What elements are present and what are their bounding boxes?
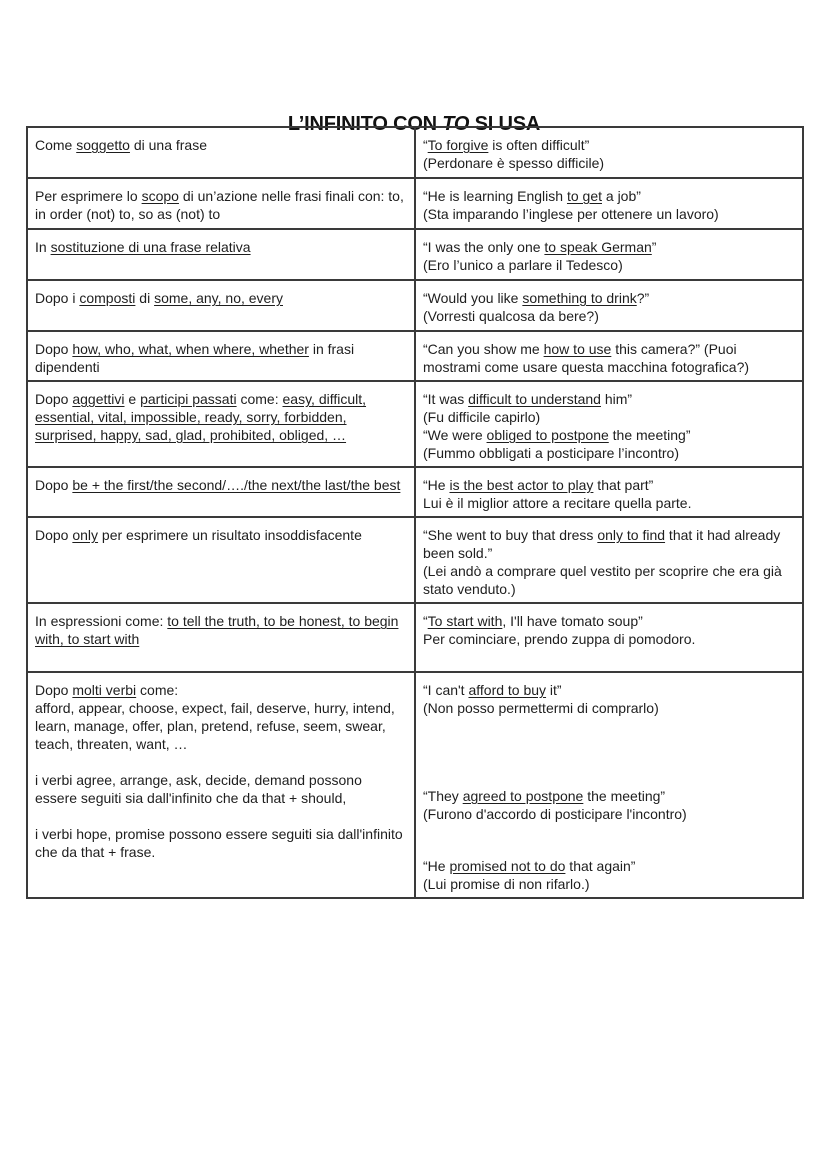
example-translation: (Ero l’unico a parlare il Tedesco): [423, 257, 623, 273]
example-sentence: [423, 787, 795, 805]
example-text: this camera?” (Puoi mostrami come usare questa macchina fotografica?): [423, 341, 750, 375]
usage-text: Dopo: [35, 341, 73, 357]
usage-text: per esprimere un risultato insoddisfacente: [98, 527, 362, 543]
example-translation: (Non posso permettermi di comprarlo): [423, 700, 659, 716]
example-text: ”: [651, 239, 657, 255]
verb-list: afford, appear, choose, expect, fail, deserve, hurry, intend, learn, manage, offer, plan, pretend, refuse, seem, swear, teach, threaten, want, …: [35, 700, 395, 752]
example-text: that part”: [593, 477, 654, 493]
example-translation: (Sta imparando l’inglese per ottenere un lavoro): [423, 206, 719, 222]
usage-note-that-clause: i verbi hope, promise possono essere seguiti sia dall'infinito che da that + frase.: [35, 826, 403, 860]
usage-keyword: sostituzione di una frase relativa: [50, 239, 251, 255]
usage-cell: [27, 280, 415, 331]
usage-keyword: composti: [79, 290, 136, 306]
example-text: ?”: [636, 290, 650, 306]
usage-text: Dopo: [35, 682, 73, 698]
example-infinitive: is the best actor to play: [449, 477, 594, 493]
example-text: the meeting”: [608, 427, 691, 443]
example-sentence: [423, 612, 795, 630]
example-text: “: [423, 613, 428, 629]
example-infinitive: obliged to postpone: [486, 427, 609, 443]
usage-text: Dopo: [35, 391, 73, 407]
example-text: “He: [423, 858, 450, 874]
usage-text: Dopo i: [35, 290, 80, 306]
spacer: [423, 823, 795, 857]
example-sentence: [423, 681, 795, 699]
example-translation: (Fu difficile capirlo): [423, 409, 541, 425]
example-text: it”: [546, 682, 562, 698]
example-cell: [415, 381, 803, 467]
usage-text: come:: [136, 682, 179, 698]
table-row: [27, 381, 803, 467]
usage-keyword-list: easy, difficult, essential, vital, impossible, ready, sorry, forbidden, surprised, happy, sad, glad, prohibited, obliged, …: [35, 391, 367, 443]
usage-cell: [27, 672, 415, 898]
usage-text: di un’azione nelle frasi finali con: to, in order (not) to, so as (not) to: [35, 188, 404, 222]
example-infinitive: something to drink: [522, 290, 637, 306]
usage-text: e: [124, 391, 141, 407]
usage-keyword: how, who, what, when where, whether: [72, 341, 309, 357]
table-row: [27, 127, 803, 178]
table-row: [27, 178, 803, 229]
example-text: “Can you show me: [423, 341, 544, 357]
usage-text: Dopo: [35, 477, 73, 493]
usage-keyword: participi passati: [140, 391, 237, 407]
example-translation: (Fummo obbligati a posticipare l’incontro): [423, 445, 679, 461]
usage-cell: [27, 467, 415, 517]
spacer: [35, 807, 407, 825]
usage-cell: [27, 178, 415, 229]
title-italic-to: TO: [442, 113, 470, 136]
example-infinitive: promised not to do: [449, 858, 566, 874]
example-text: “They: [423, 788, 463, 804]
example-sentence: [423, 390, 795, 408]
example-text: “He is learning English: [423, 188, 567, 204]
usage-text: In: [35, 239, 51, 255]
example-cell: [415, 331, 803, 381]
example-translation: (Furono d'accordo di posticipare l'incontro): [423, 806, 687, 822]
usage-text: in frasi dipendenti: [35, 341, 355, 375]
usage-text: Per esprimere lo: [35, 188, 142, 204]
table-row: [27, 229, 803, 280]
example-infinitive: agreed to postpone: [462, 788, 584, 804]
example-text: the meeting”: [583, 788, 666, 804]
usage-keyword: aggettivi: [72, 391, 125, 407]
example-infinitive: to speak German: [544, 239, 652, 255]
usage-text: Dopo: [35, 527, 73, 543]
usage-keyword-list: to tell the truth, to be honest, to begin with, to start with: [35, 613, 399, 647]
usage-cell: [27, 381, 415, 467]
title-suffix: SI USA: [469, 113, 541, 136]
example-text: “He: [423, 477, 450, 493]
usage-cell: [27, 127, 415, 178]
usage-cell: [27, 229, 415, 280]
table-row: [27, 517, 803, 603]
example-cell: [415, 178, 803, 229]
example-text: “I was the only one: [423, 239, 545, 255]
usage-cell: [27, 603, 415, 672]
usage-cell: [27, 517, 415, 603]
example-text: him”: [600, 391, 633, 407]
table-row: [27, 280, 803, 331]
example-translation: (Vorresti qualcosa da bere?): [423, 308, 599, 324]
usage-text: come:: [236, 391, 283, 407]
example-cell: [415, 467, 803, 517]
usage-intro: [35, 681, 407, 699]
example-sentence: [423, 426, 795, 444]
usage-cell: [27, 331, 415, 381]
example-translation: (Perdonare è spesso difficile): [423, 155, 605, 171]
example-cell: [415, 672, 803, 898]
example-infinitive: To forgive: [427, 137, 489, 153]
usage-keyword: only: [72, 527, 99, 543]
usage-note-that-should: i verbi agree, arrange, ask, decide, demand possono essere seguiti sia dall'infinito che da that + should,: [35, 772, 362, 806]
spacer: [35, 753, 407, 771]
usage-keyword: molti verbi: [72, 682, 137, 698]
usage-keyword: soggetto: [76, 137, 130, 153]
example-text: “It was: [423, 391, 469, 407]
title-prefix: L’INFINITO CON: [287, 113, 443, 136]
table-row: [27, 467, 803, 517]
example-infinitive: only to find: [597, 527, 666, 543]
example-sentence: [423, 289, 795, 307]
example-cell: [415, 229, 803, 280]
example-text: that again”: [565, 858, 636, 874]
example-sentence: [423, 526, 795, 562]
usage-text: Come: [35, 137, 77, 153]
usage-text: di: [135, 290, 155, 306]
example-infinitive: to get: [566, 188, 602, 204]
example-text: “She went to buy that dress: [423, 527, 598, 543]
example-translation: (Lui promise di non rifarlo.): [423, 876, 590, 892]
example-translation: (Lei andò a comprare quel vestito per scoprire che era già stato venduto.): [423, 563, 782, 597]
example-translation: Lui è il miglior attore a recitare quella parte.: [423, 495, 692, 511]
table-row: [27, 672, 803, 898]
usage-keyword: some, any, no, every: [154, 290, 283, 306]
usage-text: In espressioni come:: [35, 613, 168, 629]
example-cell: [415, 280, 803, 331]
example-cell: [415, 603, 803, 672]
example-text: “I can't: [423, 682, 469, 698]
example-cell: [415, 127, 803, 178]
infinitive-rules-table: [26, 126, 804, 899]
example-text: “: [423, 137, 428, 153]
example-infinitive: how to use: [543, 341, 612, 357]
example-sentence: [423, 187, 795, 205]
example-sentence: [423, 857, 795, 875]
example-text: a job”: [602, 188, 641, 204]
example-sentence: [423, 136, 795, 154]
example-translation: Per cominciare, prendo zuppa di pomodoro.: [423, 631, 696, 647]
example-sentence: [423, 476, 795, 494]
example-infinitive: difficult to understand: [468, 391, 601, 407]
table-row: [27, 331, 803, 381]
example-text: is often difficult”: [488, 137, 590, 153]
example-sentence: [423, 238, 795, 256]
table-row: [27, 603, 803, 672]
example-cell: [415, 517, 803, 603]
example-text: that it had already been sold.”: [423, 527, 781, 561]
usage-text: di una frase: [129, 137, 208, 153]
example-text: “We were: [423, 427, 487, 443]
example-text: , I'll have tomato soup”: [502, 613, 643, 629]
usage-keyword: scopo: [141, 188, 179, 204]
spacer: [423, 717, 795, 787]
example-infinitive: To start with: [427, 613, 503, 629]
example-text: “Would you like: [423, 290, 523, 306]
usage-keyword: be + the first/the second/…./the next/the last/the best: [72, 477, 401, 493]
example-infinitive: afford to buy: [468, 682, 547, 698]
